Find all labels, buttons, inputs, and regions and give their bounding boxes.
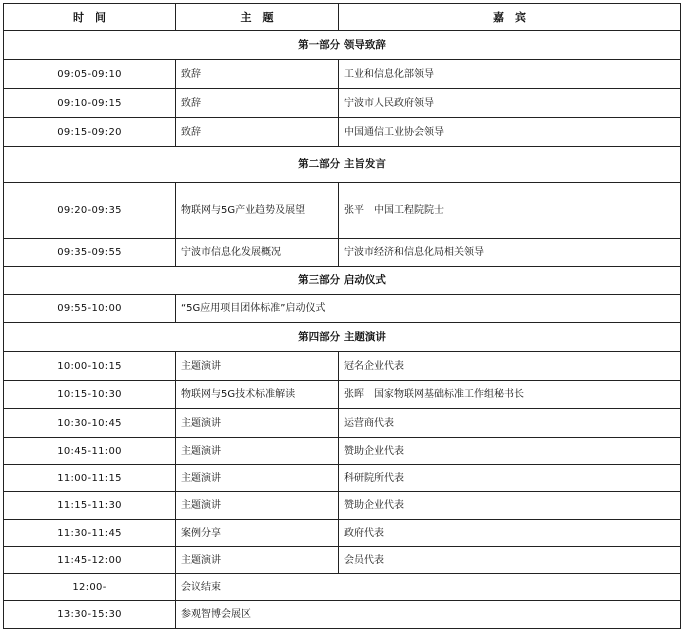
header-topic: 主 题	[176, 4, 339, 31]
table-row	[4, 239, 681, 267]
time-cell: 09:35-09:55	[4, 239, 176, 267]
table-row	[4, 465, 681, 492]
guest-cell: 科研院所代表	[339, 465, 681, 492]
topic-cell: 参观智博会展区	[176, 601, 681, 629]
time-cell: 12:00-	[4, 574, 176, 601]
table-row	[4, 352, 681, 381]
time-cell: 09:10-09:15	[4, 89, 176, 118]
topic-cell: 主题演讲	[176, 492, 339, 520]
guest-cell: 张平 中国工程院院士	[339, 183, 681, 239]
table-row	[4, 295, 681, 323]
table-row	[4, 547, 681, 574]
guest-cell: 政府代表	[339, 520, 681, 547]
time-cell: 09:15-09:20	[4, 118, 176, 147]
topic-cell: 主题演讲	[176, 547, 339, 574]
time-cell: 09:55-10:00	[4, 295, 176, 323]
section-title: 第二部分 主旨发言	[4, 147, 681, 183]
time-cell: 10:30-10:45	[4, 409, 176, 438]
topic-cell: 致辞	[176, 60, 339, 89]
section-row	[4, 31, 681, 60]
guest-cell: 会员代表	[339, 547, 681, 574]
table-row	[4, 601, 681, 629]
header-time: 时 间	[4, 4, 176, 31]
table-row	[4, 60, 681, 89]
time-cell: 10:15-10:30	[4, 381, 176, 409]
time-cell: 11:15-11:30	[4, 492, 176, 520]
agenda-table	[3, 3, 681, 629]
section-row	[4, 323, 681, 352]
agenda-body	[4, 31, 681, 629]
section-row	[4, 147, 681, 183]
table-row	[4, 89, 681, 118]
table-row	[4, 381, 681, 409]
table-row	[4, 520, 681, 547]
topic-cell: 致辞	[176, 89, 339, 118]
table-row	[4, 409, 681, 438]
guest-cell: 张晖 国家物联网基础标准工作组秘书长	[339, 381, 681, 409]
guest-cell: 宁波市经济和信息化局相关领导	[339, 239, 681, 267]
topic-cell: 会议结束	[176, 574, 681, 601]
topic-cell: 主题演讲	[176, 465, 339, 492]
topic-cell: 致辞	[176, 118, 339, 147]
topic-cell: 物联网与5G产业趋势及展望	[176, 183, 339, 239]
guest-cell: 赞助企业代表	[339, 492, 681, 520]
table-row	[4, 574, 681, 601]
table-header-row	[4, 4, 681, 31]
section-row	[4, 267, 681, 295]
table-row	[4, 118, 681, 147]
time-cell: 13:30-15:30	[4, 601, 176, 629]
table-row	[4, 438, 681, 465]
time-cell: 10:45-11:00	[4, 438, 176, 465]
guest-cell: 中国通信工业协会领导	[339, 118, 681, 147]
guest-cell: 宁波市人民政府领导	[339, 89, 681, 118]
section-title: 第三部分 启动仪式	[4, 267, 681, 295]
time-cell: 09:20-09:35	[4, 183, 176, 239]
time-cell: 11:00-11:15	[4, 465, 176, 492]
guest-cell: 冠名企业代表	[339, 352, 681, 381]
header-guest: 嘉 宾	[339, 4, 681, 31]
topic-cell: “5G应用项目团体标准”启动仪式	[176, 295, 681, 323]
time-cell: 11:30-11:45	[4, 520, 176, 547]
table-row	[4, 183, 681, 239]
section-title: 第一部分 领导致辞	[4, 31, 681, 60]
time-cell: 11:45-12:00	[4, 547, 176, 574]
table-row	[4, 492, 681, 520]
guest-cell: 工业和信息化部领导	[339, 60, 681, 89]
topic-cell: 主题演讲	[176, 409, 339, 438]
topic-cell: 主题演讲	[176, 352, 339, 381]
time-cell: 10:00-10:15	[4, 352, 176, 381]
topic-cell: 主题演讲	[176, 438, 339, 465]
section-title: 第四部分 主题演讲	[4, 323, 681, 352]
topic-cell: 案例分享	[176, 520, 339, 547]
topic-cell: 宁波市信息化发展概况	[176, 239, 339, 267]
topic-cell: 物联网与5G技术标准解读	[176, 381, 339, 409]
time-cell: 09:05-09:10	[4, 60, 176, 89]
guest-cell: 赞助企业代表	[339, 438, 681, 465]
guest-cell: 运营商代表	[339, 409, 681, 438]
